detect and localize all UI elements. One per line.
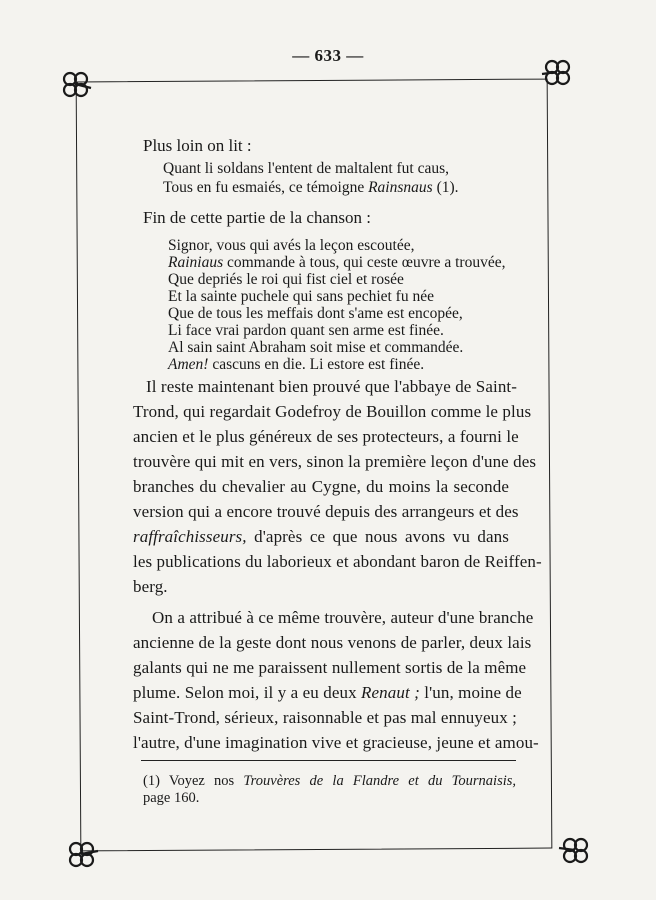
verse-line: Quant li soldans l'entent de maltalent fut caus,	[163, 160, 450, 177]
corner-ornament-icon	[540, 56, 574, 90]
footnote-divider	[141, 760, 516, 761]
intro-text: Plus loin on lit :	[143, 136, 252, 155]
corner-ornament-icon	[66, 838, 100, 872]
paragraph-line: l'autre, d'une imagination vive et gracieuse, jeune et amou-	[133, 733, 539, 752]
verse-line: Tous en fu esmaiés, ce témoigne Rainsnaus (1).	[163, 179, 459, 196]
verse-line: Li face vrai pardon quant sen arme est finée.	[168, 322, 444, 339]
paragraph-line: version qui a encore trouvé depuis des arrangeurs et des	[133, 502, 519, 521]
verse-line: Que depriés le roi qui fist ciel et rosée	[168, 271, 404, 288]
paragraph-line: plume. Selon moi, il y a eu deux Renaut ; l'un, moine de	[133, 683, 522, 702]
paragraph-line: On a attribué à ce même trouvère, auteur d'une branche	[152, 608, 534, 627]
paragraph-line: branches du chevalier au Cygne, du moins la seconde	[133, 477, 509, 496]
paragraph-line: trouvère qui mit en vers, sinon la première leçon d'une des	[133, 452, 537, 471]
verse-line: Al sain saint Abraham soit mise et commandée.	[168, 339, 464, 356]
corner-ornament-icon	[60, 68, 94, 102]
paragraph-line: galants qui ne me paraissent nullement sortis de la même	[133, 658, 527, 677]
paragraph-line: ancien et le plus généreux de ses protecteurs, a fourni le	[133, 427, 519, 446]
paragraph-line: Trond, qui regardait Godefroy de Bouillon comme le plus	[133, 402, 532, 421]
verse-line: Signor, vous qui avés la leçon escoutée,	[168, 237, 415, 254]
verse-line: Que de tous les meffais dont s'ame est encopée,	[168, 305, 463, 322]
verse-line: Amen! cascuns en die. Li estore est finée.	[168, 356, 425, 373]
paragraph-line: les publications du laborieux et abondant baron de Reiffen-	[133, 552, 542, 571]
page-number: — 633 —	[292, 46, 364, 65]
paragraph-line: ancienne de la geste dont nous venons de parler, deux lais	[133, 633, 532, 652]
verse-line: Rainiaus commande à tous, qui ceste œuvre a trouvée,	[168, 254, 506, 271]
intro-text: Fin de cette partie de la chanson :	[143, 208, 371, 227]
footnote-line: (1) Voyez nos Trouvères de la Flandre et du Tournaisis,	[143, 773, 517, 789]
paragraph-line: Il reste maintenant bien prouvé que l'abbaye de Saint-	[146, 377, 517, 396]
paragraph-line: Saint-Trond, sérieux, raisonnable et pas mal ennuyeux ;	[133, 708, 517, 727]
corner-ornament-icon	[558, 834, 592, 868]
verse-line: Et la sainte puchele qui sans pechiet fu née	[168, 288, 434, 305]
footnote-line: page 160.	[143, 790, 200, 806]
paragraph-line: berg.	[133, 577, 168, 596]
paragraph-line: raffraîchisseurs, d'après ce que nous avons vu dans	[133, 527, 509, 546]
